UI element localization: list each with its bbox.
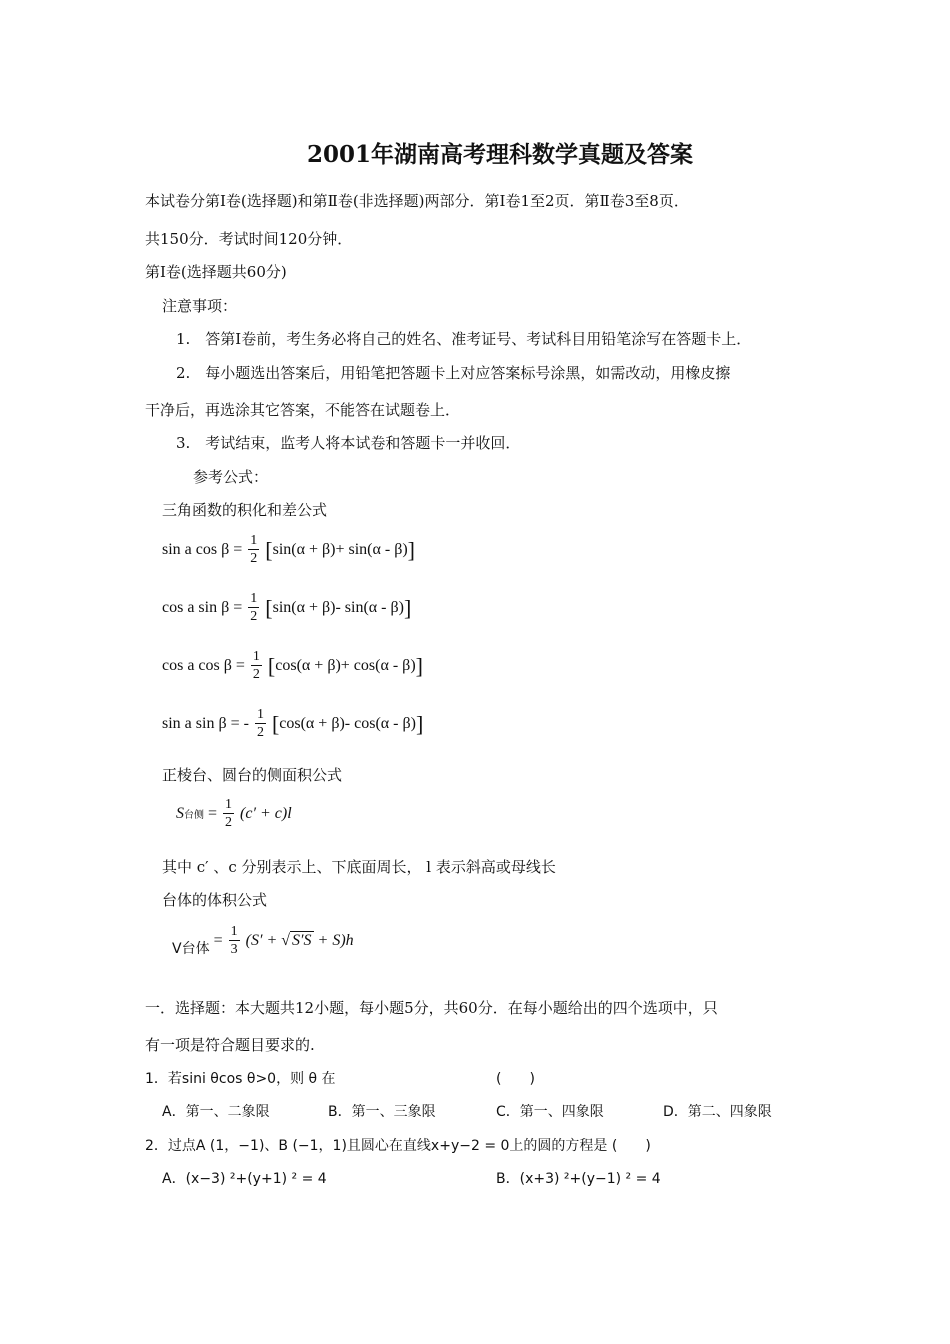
notice-item-2-cont: 干净后，再选涂其它答案，不能答在试题卷上． — [145, 401, 461, 419]
formula-lhs: cos a cos β = — [162, 657, 245, 675]
page-title: 2001年湖南高考理科数学真题及答案 — [306, 141, 693, 168]
formula-lhs: cos a sin β = — [162, 599, 243, 617]
frustum-heading: 正棱台、圆台的侧面积公式 — [162, 766, 343, 784]
notice-heading: 注意事项： — [162, 297, 238, 315]
q1-answer-paren: ( ) — [496, 1071, 535, 1087]
formula-rhs: (c′ + c)l — [240, 805, 292, 823]
trig-heading: 三角函数的积化和差公式 — [162, 501, 328, 519]
fraction-half: $\frac{1}{2}$ — [256, 707, 264, 740]
q2-option-a: A．(x−3) ²+(y+1) ² = 4 — [162, 1171, 327, 1187]
formula-sin-cos: sin a cos β = $\frac{1}{2}$ [sin(α + β)+ sin(α - β)] — [162, 533, 415, 566]
formula-volume: V台体 = $\frac{1}{3}$ (S′ + √ S′S + S)h — [172, 924, 354, 958]
formula-sin-sin: sin a sin β = - $\frac{1}{2}$ [cos(α + β)- cos(α - β)] — [162, 707, 424, 740]
fraction-half: $\frac{1}{2}$ — [250, 591, 258, 624]
v-label: V台体 — [172, 941, 210, 958]
q2-stem: 2．过点A (1，−1)、B (−1，1)且圆心在直线x+y−2 = 0上的圆的方程是 ( ) — [145, 1138, 651, 1154]
notice-item-2: 2. 每小题选出答案后，用铅笔把答题卡上对应答案标号涂黑，如需改动，用橡皮擦 — [176, 364, 731, 382]
formula-rhs: sin(α + β)- sin(α - β) — [272, 599, 404, 617]
section1-line-1: 一．选择题：本大题共12小题，每小题5分，共60分．在每小题给出的四个选项中，只 — [145, 999, 718, 1017]
fraction-half: $\frac{1}{2}$ — [225, 797, 233, 830]
q1-option-a: A．第一、二象限 — [162, 1104, 270, 1120]
fraction-half: $\frac{1}{2}$ — [250, 533, 258, 566]
volume-heading: 台体的体积公式 — [162, 891, 268, 909]
formula-rhs: sin(α + β)+ sin(α - β) — [272, 541, 408, 559]
q1-option-b: B．第一、三象限 — [328, 1104, 436, 1120]
q1-option-c: C．第一、四象限 — [496, 1104, 604, 1120]
reference-heading: 参考公式： — [193, 468, 269, 486]
q1-option-d: D．第二、四象限 — [663, 1104, 772, 1120]
notice-item-1: 1. 答第Ⅰ卷前，考生务必将自己的姓名、准考证号、考试科目用铅笔涂写在答题卡上． — [176, 330, 752, 348]
section1-line-2: 有一项是符合题目要求的. — [145, 1036, 315, 1054]
q2-option-b: B．(x+3) ²+(y−1) ² = 4 — [496, 1171, 661, 1187]
q1-stem: 1．若sini θcos θ>0，则 θ 在 — [145, 1071, 336, 1087]
part1-heading: 第Ⅰ卷(选择题共60分) — [145, 263, 287, 281]
formula-lhs: sin a cos β = — [162, 541, 243, 559]
formula-lateral-area: S台侧 = $\frac{1}{2}$ (c′ + c)l — [176, 797, 292, 830]
formula-rhs-a: (S′ + — [245, 932, 278, 950]
formula-rhs: cos(α + β)- cos(α - β) — [279, 715, 416, 733]
frustum-note: 其中 c′ 、c 分别表示上、下底面周长， l 表示斜高或母线长 — [162, 858, 556, 876]
fraction-third: $\frac{1}{3}$ — [230, 924, 238, 957]
s-subscript: 台侧 — [184, 810, 204, 822]
formula-rhs-b: + S)h — [313, 932, 354, 950]
sqrt-term: S′S — [292, 932, 312, 950]
formula-lhs: sin a sin β = - — [162, 715, 249, 733]
formula-cos-sin: cos a sin β = $\frac{1}{2}$ [sin(α + β)- sin(α - β)] — [162, 591, 412, 624]
notice-item-3: 3. 考试结束，监考人将本试卷和答题卡一并收回． — [176, 434, 521, 452]
intro-line-2: 共150分．考试时间120分钟． — [145, 230, 353, 248]
formula-cos-cos: cos a cos β = $\frac{1}{2}$ [cos(α + β)+ cos(α - β)] — [162, 649, 423, 682]
formula-rhs: cos(α + β)+ cos(α - β) — [275, 657, 416, 675]
s-symbol: S — [176, 805, 184, 823]
intro-line-1: 本试卷分第Ⅰ卷(选择题)和第Ⅱ卷(非选择题)两部分．第Ⅰ卷1至2页．第Ⅱ卷3至8页． — [145, 192, 689, 210]
fraction-half: $\frac{1}{2}$ — [252, 649, 260, 682]
